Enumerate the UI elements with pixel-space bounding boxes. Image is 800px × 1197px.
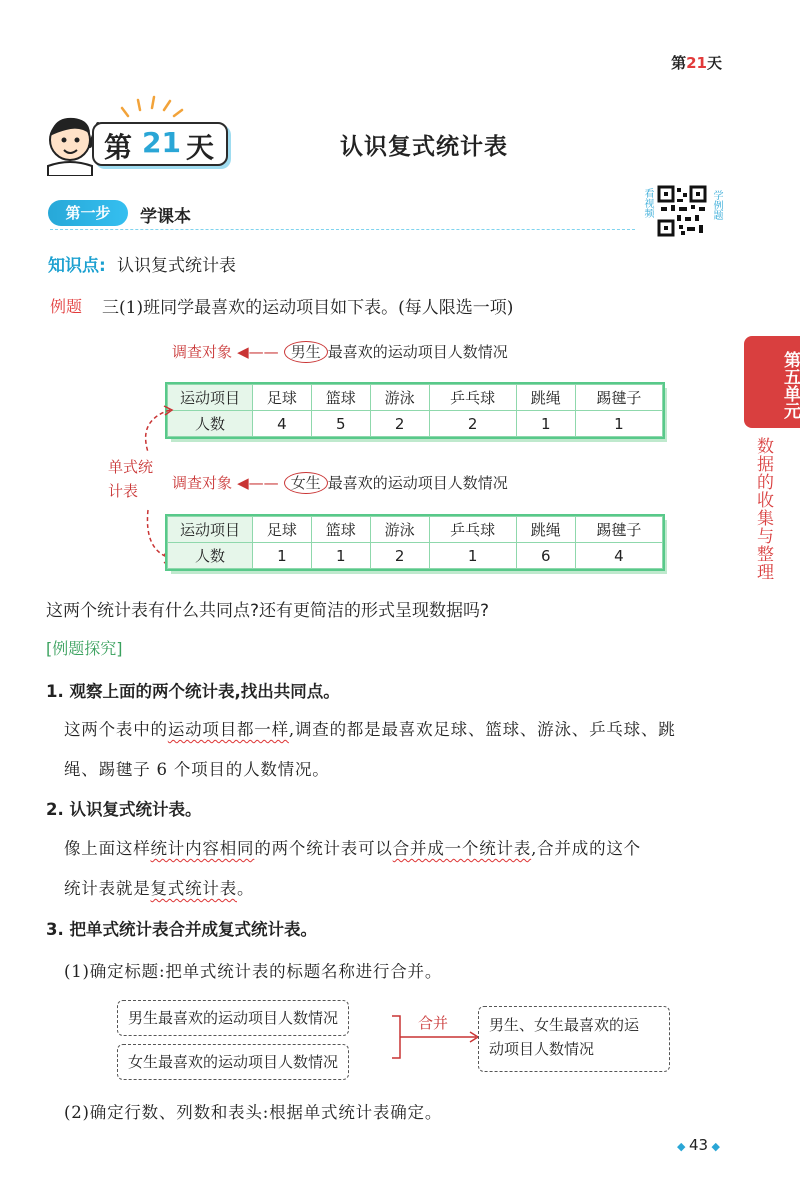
- step-3-title: 3. 把单式统计表合并成复式统计表。: [46, 920, 317, 939]
- day-indicator: 第21天: [671, 54, 722, 72]
- unit-tab[interactable]: 第五单元: [744, 336, 800, 428]
- step-name: 学课本: [140, 207, 191, 227]
- single-table-label: 单式统计表: [108, 458, 154, 500]
- explore-label: [例题探究]: [46, 639, 123, 658]
- gender-boys: 男生: [284, 341, 328, 363]
- step-3-sub-2: (2)确定行数、列数和表头:根据单式统计表确定。: [64, 1103, 443, 1122]
- question-text: 这两个统计表有什么共同点?还有更简洁的形式呈现数据吗?: [46, 601, 490, 621]
- merged-title-box: 男生、女生最喜欢的运 动项目人数情况: [478, 1006, 670, 1072]
- example-text: 三(1)班同学最喜欢的运动项目如下表。(每人限选一项): [102, 298, 514, 318]
- merge-label: 合并: [418, 1014, 449, 1032]
- step-2-line-1: 像上面这样统计内容相同的两个统计表可以合并成一个统计表,合并成的这个: [64, 839, 641, 858]
- step-3-sub-1: (1)确定标题:把单式统计表的标题名称进行合并。: [64, 962, 443, 981]
- qr-code-icon[interactable]: [657, 185, 707, 237]
- title-box-boys: 男生最喜欢的运动项目人数情况: [117, 1000, 349, 1036]
- example-label: 例题: [50, 297, 83, 316]
- step-1-line-2: 绳、踢毽子 6 个项目的人数情况。: [64, 760, 330, 779]
- survey-label: 调查对象: [172, 343, 233, 361]
- gender-girls: 女生: [284, 472, 328, 494]
- table-caption-2: 调查对象 ◀—— 女生 最喜欢的运动项目人数情况: [172, 474, 508, 492]
- knowledge-text: 认识复式统计表: [117, 256, 236, 276]
- page-title: 认识复式统计表: [340, 134, 508, 160]
- step-2-title: 2. 认识复式统计表。: [46, 800, 202, 819]
- step-1-line-1: 这两个表中的运动项目都一样,调查的都是最喜欢足球、篮球、游泳、乒乓球、跳: [64, 720, 676, 739]
- boys-table: 运动项目 足球 篮球 游泳 乒乓球 跳绳 踢毽子 人数 4 5 2 2 1 1: [167, 384, 663, 437]
- survey-label: 调查对象: [172, 474, 233, 492]
- table-caption-1: 调查对象 ◀—— 男生 最喜欢的运动项目人数情况: [172, 343, 508, 361]
- unit-subtitle: 数据的收集与整理: [753, 437, 773, 581]
- knowledge-label: 知识点:: [48, 256, 106, 276]
- qr-caption-left: 看视频: [642, 188, 653, 218]
- girls-table: 运动项目 足球 篮球 游泳 乒乓球 跳绳 踢毽子 人数 1 1 2 1 6 4: [167, 516, 663, 569]
- day-badge: 第 21 天: [92, 122, 228, 166]
- title-box-girls: 女生最喜欢的运动项目人数情况: [117, 1044, 349, 1080]
- step-pill: 第一步: [48, 200, 128, 226]
- page-number: ◆ 43 ◆: [677, 1136, 721, 1154]
- qr-caption-right: 学例题: [711, 190, 722, 220]
- step-2-line-2: 统计表就是复式统计表。: [64, 879, 255, 898]
- step-1-title: 1. 观察上面的两个统计表,找出共同点。: [46, 682, 340, 701]
- divider: [50, 229, 635, 230]
- sun-rays-icon: [116, 94, 186, 120]
